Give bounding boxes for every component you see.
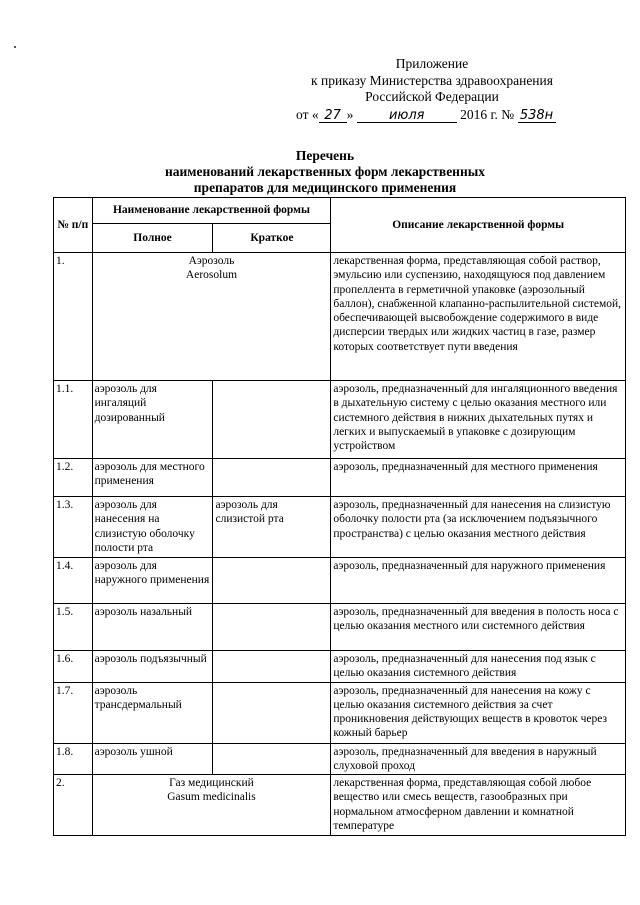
row-number: 2. xyxy=(54,775,93,836)
short-name-cell xyxy=(213,459,331,497)
table-row xyxy=(54,682,626,743)
order-date-line xyxy=(282,107,582,124)
description-cell: аэрозоль, предназначенный для введения в наружный слуховой проход xyxy=(331,743,626,775)
date-prefix: от « xyxy=(296,106,319,122)
header-short: Краткое xyxy=(213,224,331,253)
header-description: Описание лекарственной формы xyxy=(331,198,626,253)
appendix-label: Приложение xyxy=(395,56,469,71)
table-row xyxy=(54,775,626,836)
table-row xyxy=(54,253,626,381)
description-cell: аэрозоль, предназначенный для введения в полость носа с целью оказания местного или системного действия xyxy=(331,604,626,651)
short-name-cell xyxy=(213,743,331,775)
table-row xyxy=(54,497,626,558)
scan-speck xyxy=(14,46,16,48)
order-number-handwritten: 538н xyxy=(518,109,556,123)
full-name-cell: аэрозоль подъязычный xyxy=(92,651,213,683)
table-row xyxy=(54,604,626,651)
order-reference: к приказу Министерства здравоохранения xyxy=(311,72,553,88)
full-name-cell: аэрозоль для местного применения xyxy=(92,459,213,497)
dosage-forms-table xyxy=(53,197,626,836)
description-cell: аэрозоль, предназначенный для местного применения xyxy=(331,459,626,497)
title-line-2: наименований лекарственных форм лекарственных xyxy=(164,164,486,179)
full-name-cell: аэрозоль для наружного применения xyxy=(92,558,213,604)
group-name-cell xyxy=(92,253,331,381)
short-name-cell xyxy=(213,381,331,459)
short-name-cell: аэрозоль для слизистой рта xyxy=(213,497,331,558)
group-title: Газ медицинский xyxy=(169,777,254,790)
row-number: 1.2. xyxy=(54,459,93,497)
row-number: 1.7. xyxy=(54,682,93,743)
federation-label: Российской Федерации xyxy=(365,89,499,104)
title-line-1: Перечень xyxy=(295,148,355,163)
description-cell: аэрозоль, предназначенный для нанесения под язык с целью оказания системного действия xyxy=(331,651,626,683)
group-latin: Gasum medicinalis xyxy=(167,791,256,804)
table-row xyxy=(54,459,626,497)
full-name-cell: аэрозоль трансдермальный xyxy=(92,682,213,743)
full-name-cell: аэрозоль для нанесения на слизистую оболочку полости рта xyxy=(92,497,213,558)
title-line-3: препаратов для медицинского применения xyxy=(193,180,457,195)
description-cell: лекарственная форма, представляющая собой раствор, эмульсию или суспензию, находящуюся под давлением пропеллента в герметичной упаковке (аэрозольный баллон), снабженной клапанно-распылительной системой, обеспечивающей высвобождение содержимого в виде дисперсии твердых или жидких частиц в газе, размер которых соответствует пути введения xyxy=(331,253,626,381)
row-number: 1.1. xyxy=(54,381,93,459)
description-cell: лекарственная форма, представляющая собой любое вещество или смесь веществ, газообразных при нормальном атмосферном давлении и комнатной температуре xyxy=(331,775,626,836)
row-number: 1.3. xyxy=(54,497,93,558)
group-latin: Aerosolum xyxy=(185,269,238,282)
table-row xyxy=(54,381,626,459)
table-row xyxy=(54,651,626,683)
table-row xyxy=(54,743,626,775)
full-name-cell: аэрозоль для ингаляций дозированный xyxy=(92,381,213,459)
description-cell: аэрозоль, предназначенный для нанесения на слизистую оболочку полости рта (за исключением подъязычного пространства) с целью оказания местного действия xyxy=(331,497,626,558)
short-name-cell xyxy=(213,558,331,604)
full-name-cell: аэрозоль ушной xyxy=(92,743,213,775)
header-full: Полное xyxy=(92,224,213,253)
row-number: 1.5. xyxy=(54,604,93,651)
row-number: 1.4. xyxy=(54,558,93,604)
group-title: Аэрозоль xyxy=(188,255,235,267)
description-cell: аэрозоль, предназначенный для нанесения на кожу с целью оказания системного действия за счет проникновения действующих веществ в кровоток через кожный барьер xyxy=(331,682,626,743)
full-name-cell: аэрозоль назальный xyxy=(92,604,213,651)
row-number: 1.6. xyxy=(54,651,93,683)
date-day-handwritten: 27 xyxy=(319,109,347,123)
description-cell: аэрозоль, предназначенный для наружного применения xyxy=(331,558,626,604)
document-title xyxy=(100,148,550,196)
date-month-handwritten: июля xyxy=(357,109,457,123)
header-name: Наименование лекарственной формы xyxy=(92,198,331,224)
date-quote-close: » xyxy=(346,106,354,122)
short-name-cell xyxy=(213,604,331,651)
row-number: 1. xyxy=(54,253,93,381)
table-header-row xyxy=(54,198,626,224)
description-cell: аэрозоль, предназначенный для ингаляционного введения в дыхательную систему с целью оказания местного или системного действия в нижних дыхательных путях и легких и выпускаемый в упаковке с дозирующим устройством xyxy=(331,381,626,459)
group-name-cell xyxy=(92,775,331,836)
header-number: № п/п xyxy=(54,198,93,253)
short-name-cell xyxy=(213,651,331,683)
row-number: 1.8. xyxy=(54,743,93,775)
appendix-header xyxy=(282,56,582,123)
short-name-cell xyxy=(213,682,331,743)
table-row xyxy=(54,558,626,604)
date-year: 2016 г. № xyxy=(460,106,515,122)
